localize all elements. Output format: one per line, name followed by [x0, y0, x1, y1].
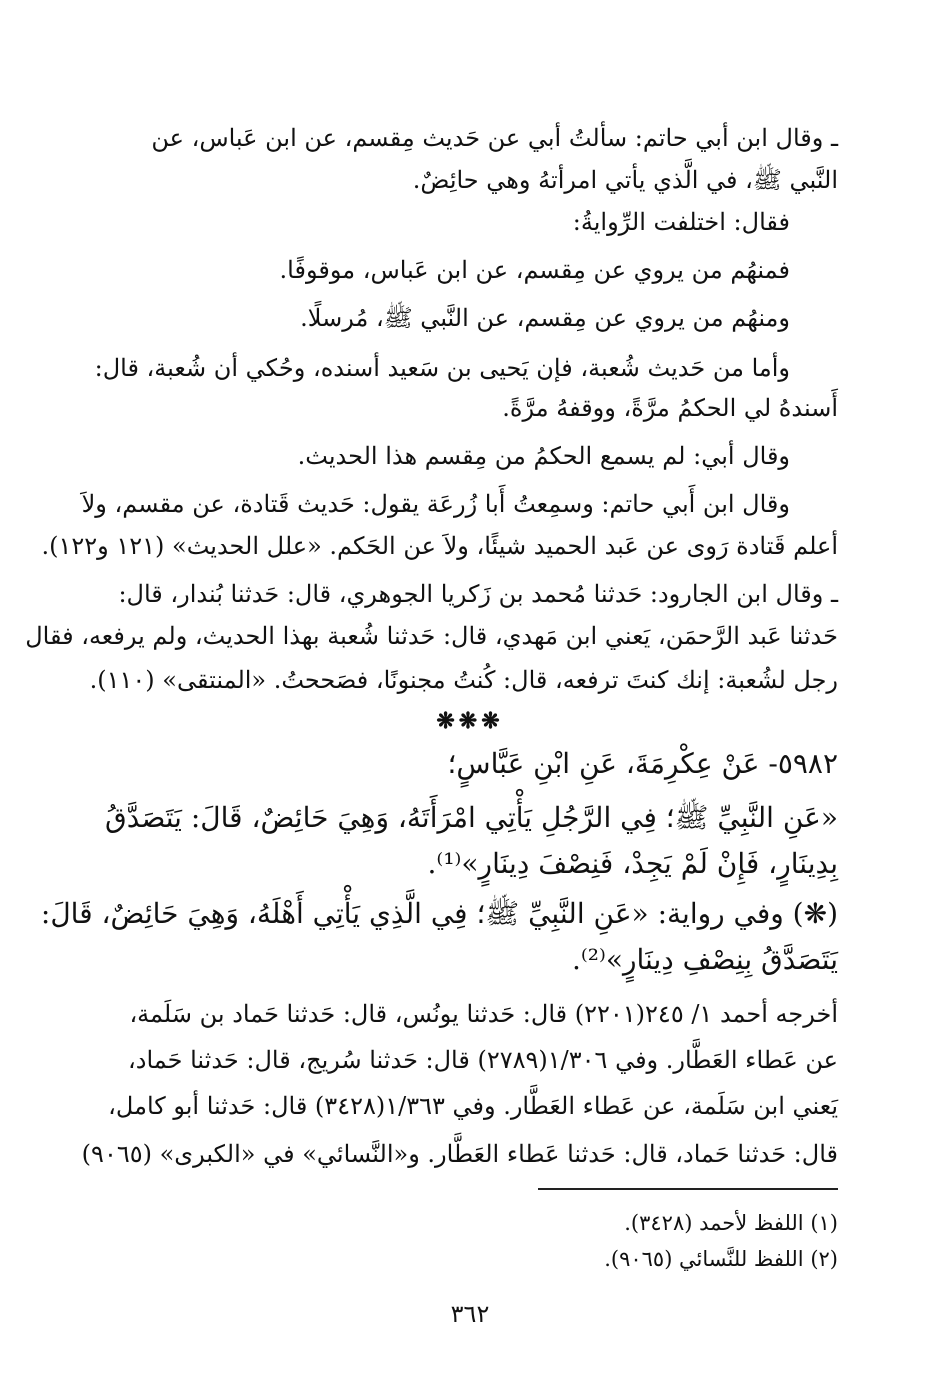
takhrij-line: قال: حَدثنا حَماد، قال: حَدثنا عَطاء العَطَّار. و«النَّسائي» في «الكبرى» (٩٠٦٥) — [81, 1140, 838, 1168]
commentary-line: وأما من حَديث شُعبة، فإن يَحيى بن سَعيد أسنده، وحُكي أن شُعبة، قال: — [94, 354, 790, 382]
footnote-2: (٢) اللفظ للنَّسائي (٩٠٦٥). — [604, 1247, 838, 1271]
commentary-line: فمنهُم من يروي عن مِقسم، عن ابن عَباس، موقوفًا. — [279, 256, 790, 284]
commentary-line: وقال أبي: لم يسمع الحكمُ من مِقسم هذا الحديث. — [297, 442, 790, 470]
hadith-line: (❋) وفي رواية: «عَنِ النَّبِيِّ ﷺ؛ فِي الَّذِي يَأْتِي أَهْلَهُ، وَهِيَ حَائِضٌ، قَالَ: — [40, 897, 838, 930]
hadith-line: بِدِينَارٍ، فَإِنْ لَمْ يَجِدْ، فَنِصْفَ دِينَارٍ»⁽¹⁾. — [427, 847, 838, 880]
commentary-line: حَدثنا عَبد الرَّحمَن، يَعني ابن مَهدي، قال: حَدثنا شُعبة بهذا الحديث، ولم يرفعه، فقال — [25, 622, 838, 650]
takhrij-line: يَعني ابن سَلَمة، عن عَطاء العَطَّار. وفي ١/٣٦٣(٣٤٢٨) قال: حَدثنا أبو كامل، — [108, 1092, 838, 1120]
commentary-line: أَسندهُ لي الحكمُ مرَّةً، ووقفهُ مرَّةً. — [502, 394, 838, 422]
commentary-line: ومنهُم من يروي عن مِقسم، عن النَّبي ﷺ، مُرسلًا. — [300, 304, 790, 332]
footnote-divider — [538, 1188, 838, 1190]
commentary-line: وقال ابن أَبي حاتم: وسمِعتُ أَبا زُرعَة يقول: حَديث قَتادة، عن مقسم، ولاَ — [81, 490, 790, 518]
commentary-line: النَّبي ﷺ، في الَّذي يأتي امرأتهُ وهي حائِضٌ. — [412, 166, 838, 194]
takhrij-line: أخرجه أحمد ١/ ٢٤٥(٢٢٠١) قال: حَدثنا يونُس، قال: حَدثنا حَماد بن سَلَمة، — [129, 1000, 838, 1028]
commentary-line: ـ وقال ابن الجارود: حَدثنا مُحمد بن زَكريا الجوهري، قال: حَدثنا بُندار، قال: — [118, 580, 838, 608]
footnote-1: (١) اللفظ لأحمد (٣٤٢٨). — [624, 1211, 838, 1235]
hadith-line: يَتَصَدَّقُ بِنِصْفِ دِينَارٍ»⁽²⁾. — [571, 943, 838, 976]
hadith-heading: ٥٩٨٢- عَنْ عِكْرِمَةَ، عَنِ ابْنِ عَبَّاسٍ؛ — [447, 747, 838, 780]
commentary-line: أعلم قَتادة رَوى عن عَبد الحميد شيئًا، ولاَ عن الحَكم. «علل الحديث» (١٢١ و١٢٢). — [41, 532, 838, 560]
commentary-line: رجل لشُعبة: إنك كنتَ ترفعه، قال: كُنتُ مجنونًا، فصَححتُ. «المنتقى» (١١٠). — [89, 666, 838, 694]
commentary-line: فقال: اختلفت الرِّوايةُ: — [572, 208, 790, 236]
section-separator: ❋❋❋ — [436, 708, 504, 734]
hadith-line: «عَنِ النَّبِيِّ ﷺ؛ فِي الرَّجُلِ يَأْتِي امْرَأَتَهُ، وَهِيَ حَائِضٌ، قَالَ: يَتَصَدَّقُ — [105, 801, 838, 834]
page-number: ٣٦٢ — [450, 1300, 490, 1328]
commentary-line: ـ وقال ابن أبي حاتم: سألتُ أبي عن حَديث مِقسم، عن ابن عَباس، عن — [151, 124, 838, 152]
takhrij-line: عن عَطاء العَطَّار. وفي ١/٣٠٦(٢٧٨٩) قال: حَدثنا سُريج، قال: حَدثنا حَماد، — [128, 1046, 838, 1074]
